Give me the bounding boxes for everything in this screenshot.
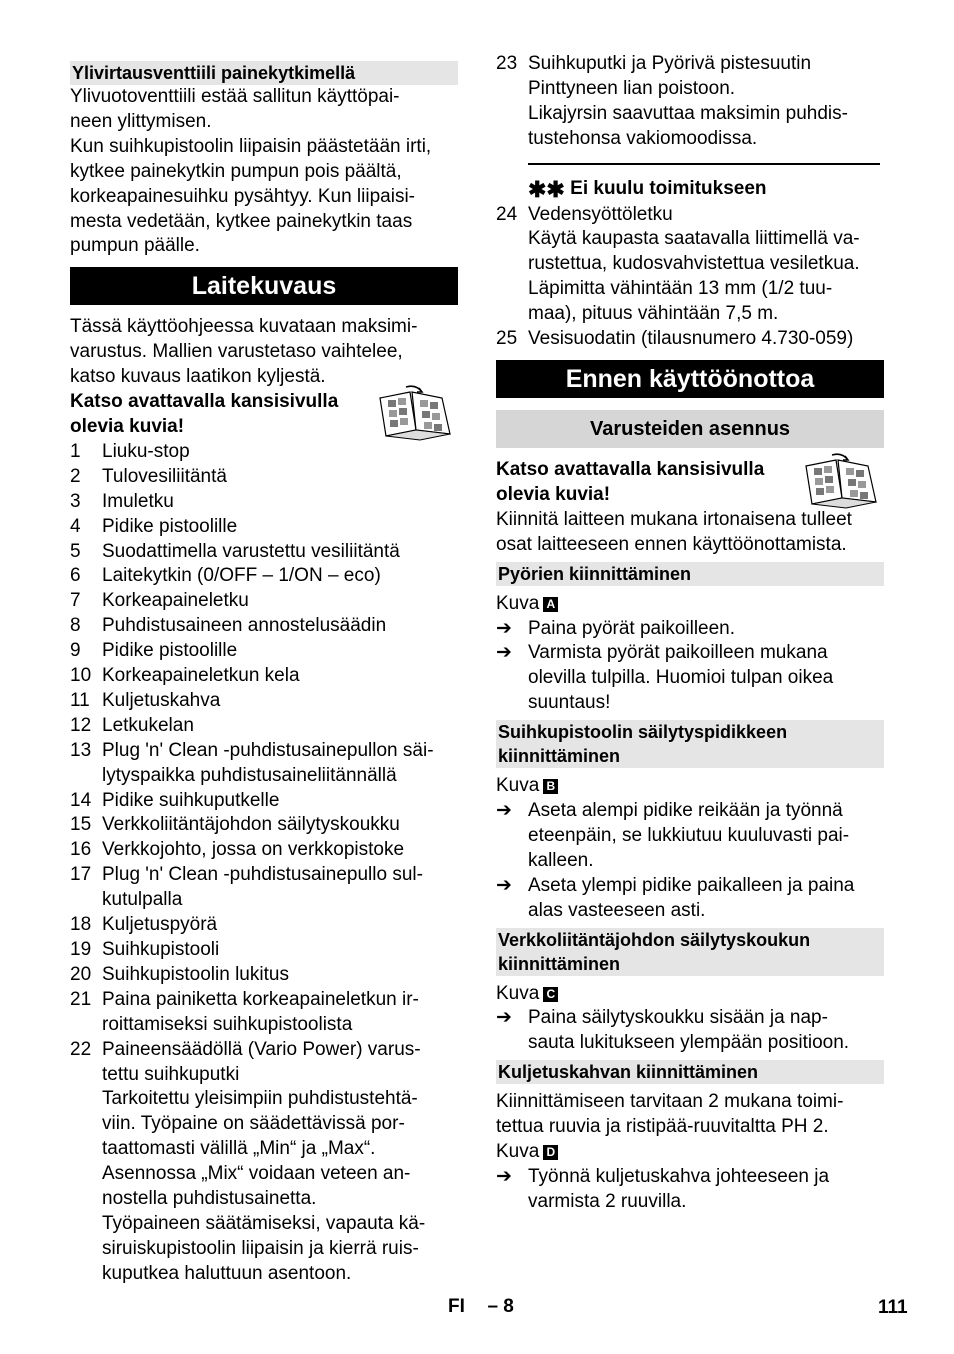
text-line: lytyspaikka puhdistusaineliitännällä — [102, 764, 397, 786]
text-line: Läpimitta vähintään 13 mm (1/2 tuu- — [528, 278, 833, 300]
laitekuvaus-intro — [70, 315, 458, 390]
text-line: Paineensäädöllä (Vario Power) varus- — [102, 1038, 421, 1060]
list-item — [70, 689, 458, 714]
footer-language: FI — [448, 1296, 465, 1317]
text-line: Vesisuodatin (tilausnumero 4.730-059) — [528, 328, 854, 350]
text-line: Vedensyöttöletku — [528, 203, 673, 225]
section-wheels — [496, 562, 884, 717]
item-number: 21 — [70, 988, 92, 1010]
item-number: 8 — [70, 615, 81, 637]
item-text — [102, 913, 458, 938]
step-text — [528, 799, 884, 874]
text-line: siruiskupistoolin liipaisin ja kierrä ruis- — [102, 1237, 419, 1259]
list-item — [70, 789, 458, 814]
step-text — [528, 1006, 884, 1056]
text-line: Pidike pistoolille — [102, 515, 238, 537]
text-line: tettu suihkuputki — [102, 1063, 240, 1085]
item-text — [102, 515, 458, 540]
item-text — [102, 863, 458, 913]
item-text — [102, 540, 458, 565]
item-text — [102, 1038, 458, 1287]
text-line: Pinttyneen lian poistoon. — [528, 77, 736, 99]
text-line: olevia kuvia! — [496, 483, 611, 505]
step-text — [528, 617, 884, 642]
open-book-icon — [802, 452, 884, 510]
not-included-note — [496, 177, 884, 203]
list-item — [70, 913, 458, 938]
item-number: 17 — [70, 864, 92, 886]
figure-label: Kuva — [496, 982, 540, 1004]
text-line: Ylivuotoventtiili estää sallitun käyttöpai- — [70, 86, 400, 107]
text-line: varmista 2 ruuvilla. — [528, 1190, 687, 1212]
text-line: Katso avattavalla kansisivulla — [496, 458, 765, 480]
arrow-right-icon: ➔ — [496, 642, 512, 664]
item-number: 10 — [70, 665, 92, 687]
text-line: Suihkupistooli — [102, 939, 220, 960]
text-line: taattomasti välillä „Min“ ja „Max“. — [102, 1138, 376, 1160]
list-item — [70, 863, 458, 913]
arrow-right-icon: ➔ — [496, 1007, 512, 1029]
item-text — [102, 664, 458, 689]
item-text — [102, 490, 458, 515]
overflow-valve-heading: Ylivirtausventtiili painekytkimellä — [70, 61, 458, 85]
text-line: Kuljetuskahva — [102, 689, 221, 711]
text-line: Verkkoliitäntäjohdon säilytyskoukun — [498, 929, 811, 950]
text-line: Laitekytkin (0/OFF – 1/ON – eco) — [102, 565, 381, 587]
text-line: Käytä kaupasta saatavalla liittimellä va- — [528, 228, 860, 250]
text-line: Pidike pistoolille — [102, 640, 238, 662]
list-item — [70, 639, 458, 664]
text-line: sauta lukitukseen ylempään positioon. — [528, 1032, 850, 1054]
text-line: Katso avattavalla kansisivulla — [70, 391, 339, 413]
item-number: 9 — [70, 640, 81, 662]
overflow-valve-text — [70, 85, 458, 259]
footer-section — [448, 1296, 514, 1318]
section-heading — [496, 720, 884, 768]
figure-reference — [496, 982, 884, 1007]
text-line: Työpaineen säätämiseksi, vapauta kä- — [102, 1212, 426, 1234]
figure-letter-icon: D — [543, 1145, 558, 1160]
list-item — [70, 1038, 458, 1287]
text-line: pumpun päälle. — [70, 235, 200, 257]
text-line: tettua ruuvia ja ristipää-ruuvitaltta PH 2. — [496, 1116, 829, 1138]
figure-letter-icon: A — [543, 597, 558, 612]
step-item — [496, 1006, 884, 1056]
text-line: alas vasteeseen asti. — [528, 899, 706, 921]
item-number: 14 — [70, 789, 92, 811]
item-text — [102, 614, 458, 639]
list-item — [70, 664, 458, 689]
item-text — [102, 639, 458, 664]
component-list-continued — [496, 52, 884, 152]
list-item — [70, 714, 458, 739]
text-line: Tulovesiliitäntä — [102, 465, 227, 487]
text-line: nostella puhdistusainetta. — [102, 1188, 317, 1210]
item-text — [102, 739, 458, 789]
text-line: Letkukelan — [102, 714, 194, 736]
right-column — [496, 52, 884, 1215]
attach-parts-text — [496, 508, 884, 558]
laitekuvaus-title: Laitekuvaus — [70, 267, 458, 305]
section-heading — [496, 562, 884, 586]
item-number: 3 — [70, 490, 81, 512]
text-line: neen ylittymisen. — [70, 110, 212, 132]
step-item — [496, 799, 884, 874]
arrow-right-icon: ➔ — [496, 800, 512, 822]
item-number: 12 — [70, 714, 92, 736]
arrow-right-icon: ➔ — [496, 617, 512, 639]
text-line: Pyörien kiinnittäminen — [498, 563, 692, 584]
text-line: eteenpäin, se lukkiutuu kuuluvasti pai- — [528, 824, 850, 846]
item-number: 4 — [70, 515, 81, 537]
text-line: Pidike suihkuputkelle — [102, 789, 280, 811]
text-line: Kiinnittämiseen tarvitaan 2 mukana toimi- — [496, 1091, 844, 1113]
item-number: 7 — [70, 590, 81, 612]
text-line: Tarkoitettu yleisimpiin puhdistustehtä- — [102, 1088, 418, 1110]
text-line: Korkeapaineletku — [102, 590, 249, 612]
text-line: roittamiseksi suihkupistoolista — [102, 1013, 353, 1035]
text-line: varustus. Mallien varustetaso vaihtelee, — [70, 341, 403, 363]
item-text — [102, 813, 458, 838]
item-text — [102, 440, 458, 465]
text-line: Tässä käyttöohjeessa kuvataan maksimi- — [70, 316, 418, 338]
text-line: tustehonsa vakiomoodissa. — [528, 127, 758, 149]
ennen-title: Ennen käyttöönottoa — [496, 360, 884, 398]
figure-reference — [496, 592, 884, 617]
text-line: osat laitteeseen ennen käyttöönottamista. — [496, 533, 847, 555]
section-intro — [496, 1090, 884, 1140]
text-line: viin. Työpaine on säädettävissä por- — [102, 1113, 405, 1135]
item-number: 11 — [70, 689, 90, 711]
list-item — [70, 614, 458, 639]
list-item — [70, 589, 458, 614]
list-item — [70, 465, 458, 490]
item-number: 6 — [70, 565, 81, 587]
text-line: Puhdistusaineen annostelusäädin — [102, 615, 387, 637]
text-line: Suihkuputki ja Pyörivä pistesuutin — [528, 53, 812, 74]
item-text — [528, 203, 884, 328]
text-line: Työnnä kuljetuskahva johteeseen ja — [528, 1166, 830, 1187]
item-text — [102, 938, 458, 963]
not-included-label: Ei kuulu toimitukseen — [570, 177, 767, 199]
text-line: Paina säilytyskoukku sisään ja nap- — [528, 1007, 828, 1029]
text-line: Kuljetuskahvan kiinnittäminen — [498, 1062, 759, 1083]
item-number: 13 — [70, 739, 92, 761]
step-text — [528, 874, 884, 924]
text-line: olevilla tulpilla. Huomioi tulpan oikea — [528, 667, 834, 689]
figure-letter-icon: B — [543, 779, 558, 794]
step-item — [496, 1165, 884, 1215]
text-line: maa), pituus vähintään 7,5 m. — [528, 303, 779, 325]
step-text — [528, 641, 884, 716]
item-text — [102, 789, 458, 814]
figure-label: Kuva — [496, 592, 540, 614]
text-line: Verkkoliitäntäjohdon säilytyskoukku — [102, 814, 400, 836]
arrow-right-icon: ➔ — [496, 1166, 512, 1187]
step-item — [496, 641, 884, 716]
divider-line — [528, 163, 880, 165]
item-text — [102, 838, 458, 863]
text-line: olevia kuvia! — [70, 415, 185, 437]
item-text — [102, 963, 458, 988]
item-number: 25 — [496, 328, 518, 350]
text-line: mesta vedetään, kytkee painekytkin taas — [70, 210, 413, 232]
text-line: Imuletku — [102, 490, 174, 512]
text-line: kutulpalla — [102, 889, 183, 911]
assembly-sections — [496, 562, 884, 1215]
text-line: kalleen. — [528, 849, 594, 871]
see-cover-note — [70, 390, 458, 440]
text-line: Varmista pyörät paikoilleen mukana — [528, 642, 828, 664]
left-column — [70, 58, 458, 1287]
item-number: 20 — [70, 963, 92, 985]
item-number: 18 — [70, 914, 92, 936]
list-item — [70, 515, 458, 540]
component-list — [70, 440, 458, 1287]
figure-label: Kuva — [496, 775, 540, 797]
item-text — [102, 564, 458, 589]
text-line: kiinnittäminen — [498, 953, 621, 974]
item-number: 1 — [70, 440, 81, 462]
text-line: Suodattimella varustettu vesiliitäntä — [102, 540, 400, 562]
list-item — [70, 938, 458, 963]
text-line: kytkee painekytkin pumpun pois päältä, — [70, 160, 402, 182]
item-number: 5 — [70, 540, 81, 562]
text-line: Verkkojohto, jossa on verkkopistoke — [102, 839, 405, 861]
item-number: 15 — [70, 814, 92, 836]
list-item — [496, 203, 884, 328]
section-heading — [496, 1060, 884, 1084]
text-line: Suihkupistoolin säilytyspidikkeen — [498, 722, 788, 743]
text-line: Aseta ylempi pidike paikalleen ja paina — [528, 874, 855, 896]
text-line: Kiinnitä laitteen mukana irtonaisena tulleet — [496, 508, 852, 530]
varusteiden-title: Varusteiden asennus — [496, 410, 884, 448]
item-number: 24 — [496, 203, 518, 225]
list-item — [70, 813, 458, 838]
optional-items — [496, 203, 884, 352]
item-text — [528, 327, 884, 352]
section-holder — [496, 720, 884, 923]
text-line: rustettua, kudosvahvistettua vesiletkua. — [528, 253, 860, 275]
double-asterisk-icon: ✱✱ — [528, 176, 565, 202]
text-line: Korkeapaineletkun kela — [102, 665, 300, 687]
step-item — [496, 617, 884, 642]
item-number: 22 — [70, 1038, 92, 1060]
text-line: katso kuvaus laatikon kyljestä. — [70, 366, 326, 388]
text-line: kiinnittäminen — [498, 746, 621, 767]
text-line: Kuljetuspyörä — [102, 914, 218, 936]
text-line: kuputkea haluttuun asentoon. — [102, 1262, 352, 1284]
item-number: 19 — [70, 939, 92, 960]
section-handle — [496, 1060, 884, 1215]
item-text — [102, 689, 458, 714]
list-item — [70, 564, 458, 589]
step-item — [496, 874, 884, 924]
list-item — [70, 988, 458, 1038]
item-number: 23 — [496, 53, 518, 74]
text-line: Suihkupistoolin lukitus — [102, 963, 289, 985]
figure-reference — [496, 1140, 884, 1165]
section-heading — [496, 928, 884, 976]
item-text — [528, 52, 884, 152]
list-item — [70, 440, 458, 465]
text-line: korkeapainesuihku pysähtyy. Kun liipaisi- — [70, 185, 415, 207]
arrow-right-icon: ➔ — [496, 874, 512, 896]
text-line: Asennossa „Mix“ voidaan veteen an- — [102, 1163, 411, 1185]
item-number: 16 — [70, 839, 92, 861]
list-item — [70, 838, 458, 863]
figure-label: Kuva — [496, 1141, 540, 1163]
text-line: Liuku-stop — [102, 440, 190, 462]
text-line: Paina pyörät paikoilleen. — [528, 617, 736, 639]
list-item — [70, 490, 458, 515]
list-item — [70, 963, 458, 988]
figure-reference — [496, 774, 884, 799]
text-line: Paina painiketta korkeapaineletkun ir- — [102, 988, 419, 1010]
item-text — [102, 714, 458, 739]
item-text — [102, 589, 458, 614]
open-book-icon — [376, 384, 458, 442]
text-line: Aseta alempi pidike reikään ja työnnä — [528, 800, 843, 822]
step-text — [528, 1165, 884, 1215]
list-item — [496, 52, 884, 152]
text-line: Plug 'n' Clean -puhdistusainepullo sul- — [102, 864, 423, 886]
text-line: Kun suihkupistoolin liipaisin päästetään irti, — [70, 135, 432, 157]
text-line: Plug 'n' Clean -puhdistusainepullon säi- — [102, 739, 434, 761]
item-number: 2 — [70, 465, 81, 487]
list-item — [496, 327, 884, 352]
list-item — [70, 739, 458, 789]
item-text — [102, 465, 458, 490]
see-cover-note — [496, 458, 884, 508]
text-line: suuntaus! — [528, 692, 611, 714]
footer-section-number: – 8 — [487, 1296, 514, 1317]
list-item — [70, 540, 458, 565]
item-text — [102, 988, 458, 1038]
text-line: Likajyrsin saavuttaa maksimin puhdis- — [528, 102, 848, 124]
page-number: 111 — [878, 1297, 908, 1318]
figure-letter-icon: C — [543, 987, 558, 1002]
section-hook — [496, 928, 884, 1057]
